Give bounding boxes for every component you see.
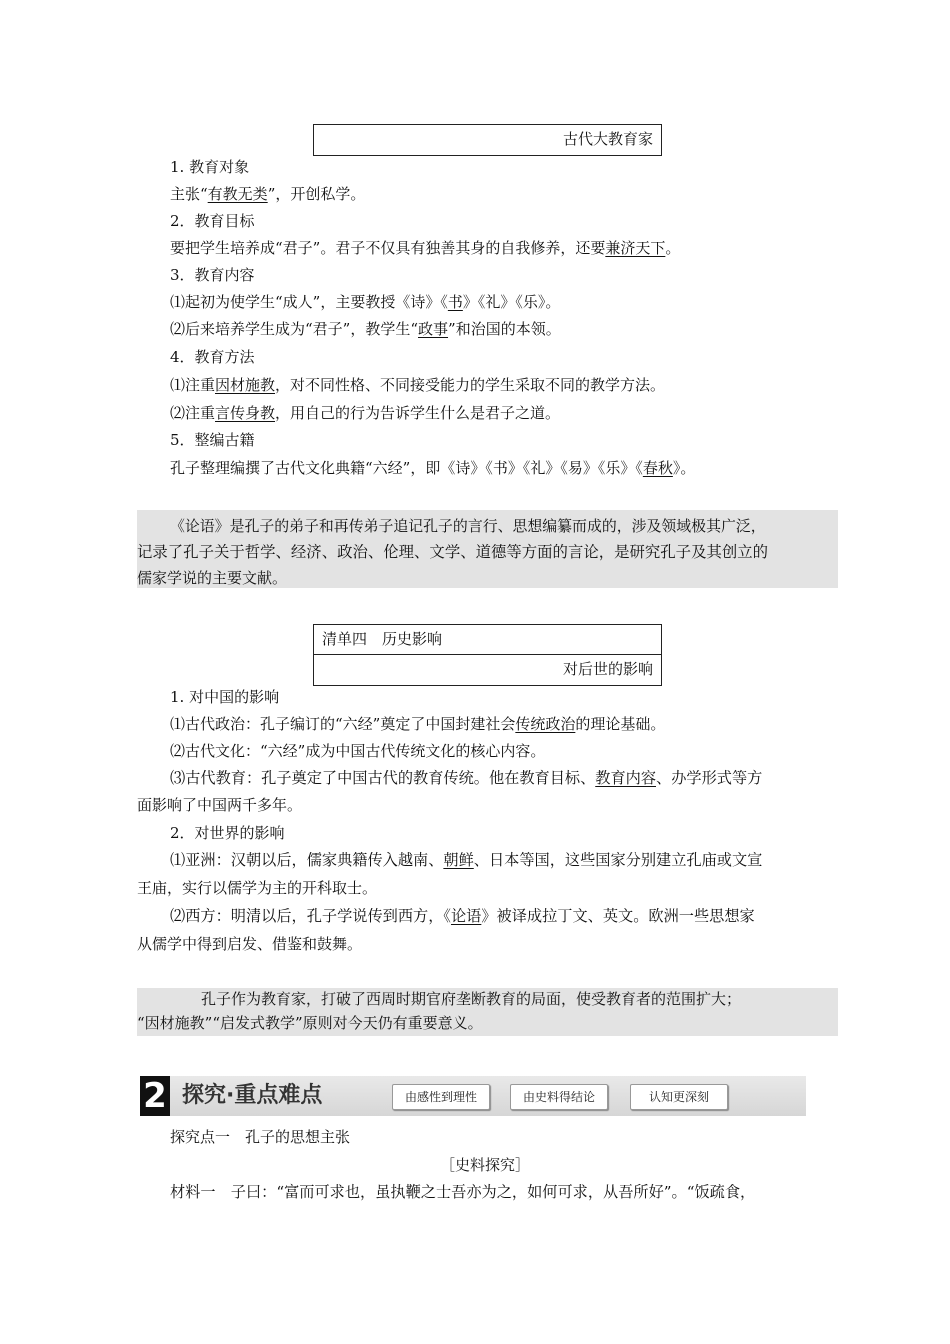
item-heading: 5．整编古籍 (170, 431, 255, 449)
item-heading: 4．教育方法 (170, 348, 255, 366)
section-banner (140, 1076, 806, 1116)
section-title: 探究·重点难点 (182, 1083, 323, 1108)
item-heading: 1. 教育对象 (170, 158, 250, 176)
subsection-heading: 探究点一 孔子的思想主张 (170, 1128, 351, 1146)
keyword: 书 (447, 293, 463, 311)
paragraph: ⑴起初为使学生“成人”，主要教授《诗》《书》《礼》《乐》。 (170, 293, 561, 311)
subsection-label: ［史料探究］ (440, 1156, 531, 1174)
paragraph: 王庙，实行以儒学为主的开科取士。 (137, 879, 378, 897)
paragraph: 材料一 子曰：“富而可求也，虽执鞭之士吾亦为之，如何可求，从吾所好”。“饭疏食， (170, 1183, 756, 1201)
heading-box-educator (313, 124, 662, 156)
note-box-educator (137, 988, 838, 1036)
paragraph: ⑵后来培养学生成为“君子”，教学生“政事”和治国的本领。 (170, 320, 561, 338)
paragraph: ⑵西方：明清以后，孔子学说传到西方，《论语》被译成拉丁文、英文。欧洲一些思想家 (170, 907, 755, 925)
paragraph: 从儒学中得到启发、借鉴和鼓舞。 (137, 935, 363, 953)
paragraph: ⑴亚洲：汉朝以后，儒家典籍传入越南、朝鲜、日本等国，这些国家分别建立孔庙或文宣 (170, 851, 763, 869)
paragraph: ⑴注重因材施教，对不同性格、不同接受能力的学生采取不同的教学方法。 (170, 376, 666, 394)
paragraph: 要把学生培养成“君子”。君子不仅具有独善其身的自我修养，还要兼济天下。 (170, 239, 681, 257)
paragraph: ⑶古代教育：孔子奠定了中国古代的教育传统。他在教育目标、教育内容、办学形式等方 (170, 769, 763, 787)
note-line: 《论语》是孔子的弟子和再传弟子追记孔子的言行、思想编纂而成的，涉及领域极其广泛， (170, 517, 766, 535)
keyword: 政事 (418, 320, 449, 338)
keyword: 论语 (450, 907, 482, 925)
tag-perceptual-to-rational: 由感性到理性 (392, 1084, 490, 1110)
keyword: 因材施教 (215, 376, 276, 394)
item-heading: 2．教育目标 (170, 212, 255, 230)
paragraph: ⑴古代政治：孔子编订的“六经”奠定了中国封建社会传统政治的理论基础。 (170, 715, 666, 733)
keyword: 传统政治 (515, 715, 576, 733)
tag-deeper-understanding: 认知更深刻 (630, 1084, 728, 1110)
keyword: 有教无类 (207, 185, 268, 203)
heading-box-title: 古代大教育家 (562, 130, 653, 148)
paragraph: 主张“有教无类”，开创私学。 (170, 185, 366, 203)
keyword: 朝鲜 (443, 851, 474, 869)
note-line: 记录了孔子关于哲学、经济、政治、伦理、文学、道德等方面的言论，是研究孔子及其创立的 (137, 543, 769, 561)
keyword: 言传身教 (215, 404, 276, 422)
item-heading: 2．对世界的影响 (170, 824, 285, 842)
paragraph: 面影响了中国两千多年。 (137, 796, 303, 814)
note-line: “因材施教”“启发式教学”原则对今天仍有重要意义。 (137, 1014, 483, 1032)
heading-box-list-title: 清单四 历史影响 (322, 630, 443, 648)
keyword: 教育内容 (595, 769, 656, 787)
section-number: 2 (140, 1076, 170, 1116)
note-line: 孔子作为教育家，打破了西周时期官府垄断教育的局面，使受教育者的范围扩大； (201, 990, 742, 1008)
heading-box-influence (313, 624, 662, 686)
paragraph: ⑵古代文化：“六经”成为中国古代传统文化的核心内容。 (170, 742, 546, 760)
item-heading: 3．教育内容 (170, 266, 255, 284)
keyword: 兼济天下 (605, 239, 666, 257)
item-heading: 1. 对中国的影响 (170, 688, 280, 706)
keyword: 春秋 (642, 459, 673, 477)
paragraph: ⑵注重言传身教，用自己的行为告诉学生什么是君子之道。 (170, 404, 561, 422)
note-box-lunyu (137, 510, 838, 588)
heading-box-title: 对后世的影响 (562, 660, 653, 678)
tag-sources-to-conclusion: 由史料得结论 (510, 1084, 608, 1110)
note-line: 儒家学说的主要文献。 (137, 569, 288, 587)
paragraph: 孔子整理编撰了古代文化典籍“六经”，即《诗》《书》《礼》《易》《乐》《春秋》。 (170, 459, 696, 477)
